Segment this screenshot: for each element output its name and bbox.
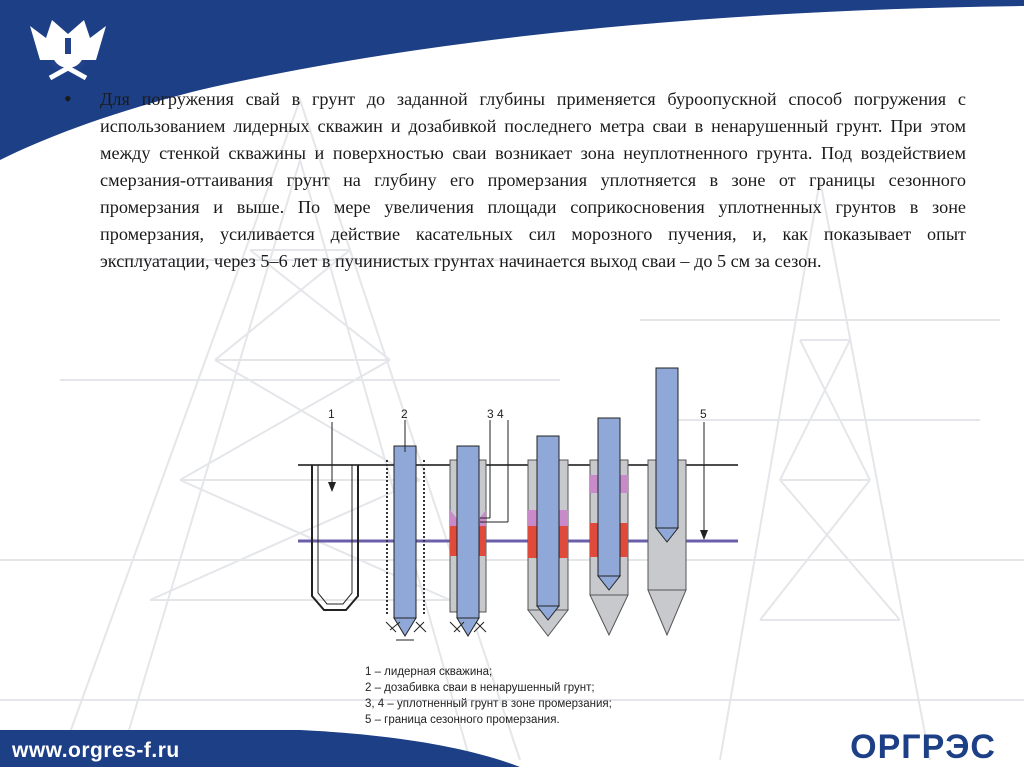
- pile-6: [648, 368, 686, 635]
- legend-item: 1 – лидерная скважина;: [365, 666, 493, 678]
- pile-4: [528, 436, 568, 636]
- diagram-label-5: 5: [700, 407, 707, 421]
- legend-item: 2 – дозабивка сваи в ненарушенный грунт;: [365, 682, 595, 694]
- leader-borehole: [312, 465, 358, 610]
- diagram-label-2: 2: [401, 407, 408, 421]
- company-crown-logo: [22, 8, 114, 86]
- pile-2: [386, 420, 426, 640]
- diagram-legend: [365, 664, 612, 728]
- legend-item: 5 – граница сезонного промерзания.: [365, 714, 560, 726]
- brand-logo-text: ОРГРЭС: [850, 728, 996, 766]
- website-url[interactable]: www.orgres-f.ru: [12, 739, 180, 762]
- pile-5: [590, 418, 628, 635]
- diagram-label-3-4: 3 4: [487, 407, 504, 421]
- slide-paragraph: Для погружения свай в грунт до заданной глубины применяется буроопускной способ погружения с использованием лидерных скважин и дозабивкой последнего метра сваи в ненарушенный грунт. При этом между стенкой скважины и поверхностью сваи возникает зона неуплотненного грунта. Под воздействием смерзания-оттаивания грунт на глубину его промерзания уплотняется в зоне от границы сезонного промерзания и выше. По мере увеличения площади соприкосновения уплотненных грунтов в зоне промерзания, усиливается действие касательных сил морозного пучения, и, как показывает опыт эксплуатации, через 5–6 лет в пучинистых грунтах начинается выход сваи – до 5 см за сезон.: [100, 89, 966, 271]
- legend-item: 3, 4 – уплотненный грунт в зоне промерзания;: [365, 698, 612, 710]
- pile-3: [450, 446, 486, 636]
- diagram-label-1: 1: [328, 407, 335, 421]
- bullet-marker: •: [64, 86, 72, 111]
- pile-installation-diagram: [290, 360, 750, 650]
